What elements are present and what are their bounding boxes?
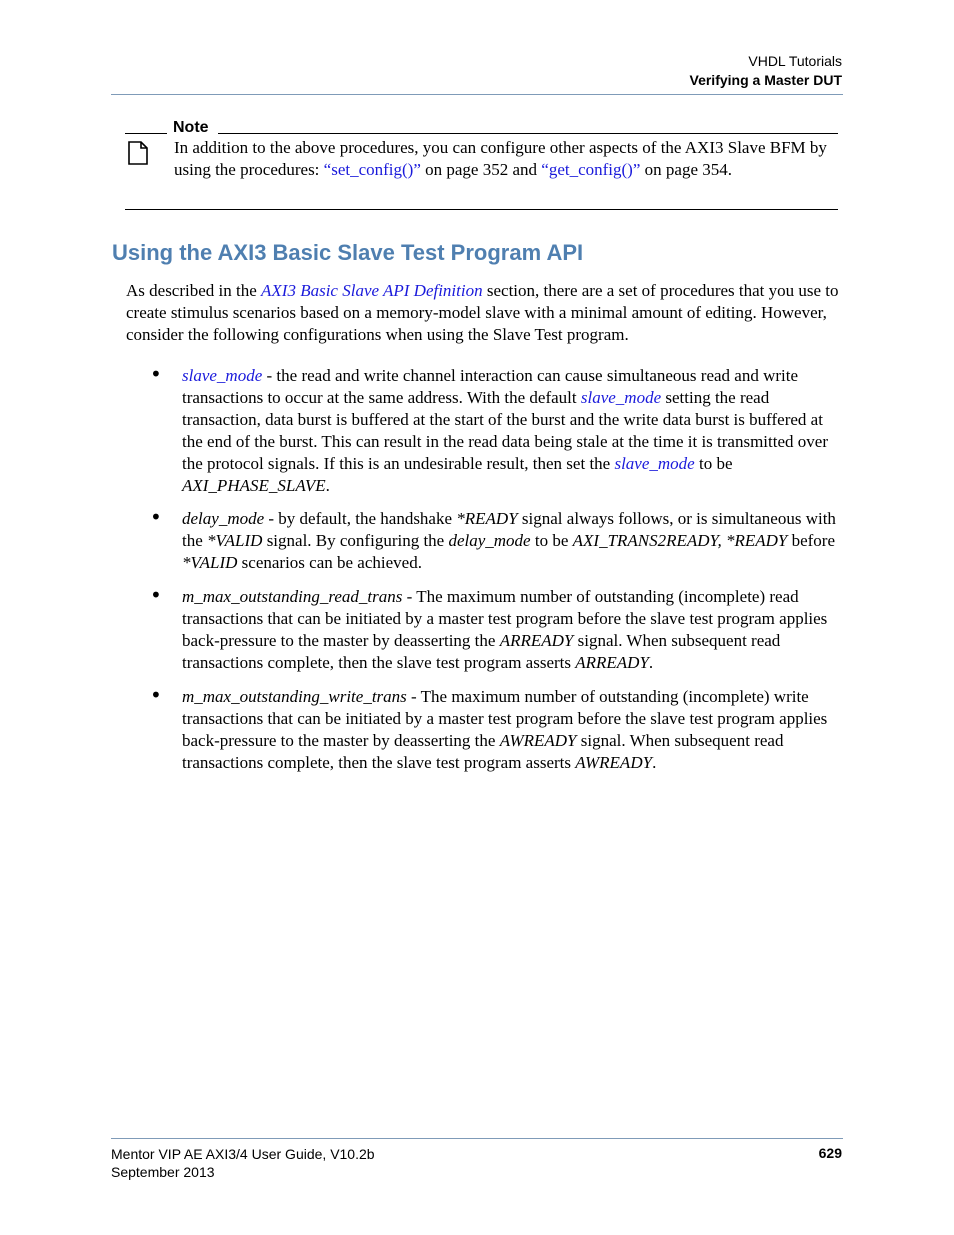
signal-run: AWREADY <box>575 753 653 772</box>
text-run: signal always follows, or is simultaneous with the <box>182 509 836 550</box>
bullet-marker: • <box>150 505 162 529</box>
bullet-text <box>182 508 842 574</box>
intro-text: As described in the <box>126 281 262 300</box>
bullet-text <box>182 365 842 497</box>
note-top-rule-left <box>125 133 167 134</box>
text-run: before <box>787 531 836 550</box>
signal-run: *READY <box>456 509 518 528</box>
note-label: Note <box>173 119 209 136</box>
footer-guide-title: Mentor VIP AE AXI3/4 User Guide, V10.2b <box>111 1146 375 1162</box>
text-run: . <box>648 653 654 672</box>
note-text: on page 354. <box>640 160 732 179</box>
value-run: AXI_PHASE_SLAVE <box>182 476 326 495</box>
text-run: signal. By configuring the <box>262 531 449 550</box>
text-run: - the read and write channel interaction can cause simultaneous read and write transactions to occur at the same address. With the default <box>182 366 799 407</box>
bullet-text <box>182 686 842 774</box>
header-section: Verifying a Master DUT <box>689 72 842 88</box>
note-page-icon <box>127 141 149 165</box>
footer-date: September 2013 <box>111 1164 215 1180</box>
get-config-link[interactable]: “get_config()” <box>541 160 641 179</box>
signal-run: ARREADY <box>575 653 649 672</box>
term-run: delay_mode <box>448 531 531 550</box>
note-box <box>125 120 838 212</box>
slave-mode-link[interactable]: slave_mode <box>182 366 263 385</box>
text-run: to be <box>530 531 573 550</box>
note-text: on page 352 and <box>420 160 542 179</box>
bullet-marker: • <box>150 362 162 386</box>
section-title: Using the AXI3 Basic Slave Test Program API <box>112 240 584 265</box>
intro-text: section, there are a set of procedures that you use to create stimulus scenarios based on a memory-model slave with a minimal amount of editing. However, consider the following configurations when using the Slave Test program. <box>126 281 839 344</box>
signal-run: ARREADY <box>499 631 574 650</box>
text-run: to be <box>694 454 733 473</box>
note-body <box>174 137 834 181</box>
footer-divider <box>111 1138 843 1139</box>
running-header <box>690 52 843 90</box>
note-bottom-rule <box>125 209 838 210</box>
term-run: delay_mode <box>182 509 265 528</box>
bullet-marker: • <box>150 583 162 607</box>
header-chapter: VHDL Tutorials <box>748 53 842 69</box>
bullet-text <box>182 586 842 674</box>
term-run: m_max_outstanding_read_trans <box>182 587 403 606</box>
bullet-marker: • <box>150 683 162 707</box>
intro-paragraph <box>126 280 841 346</box>
text-run: . <box>652 753 657 772</box>
term-run: m_max_outstanding_write_trans <box>182 687 407 706</box>
text-run: . <box>325 476 330 495</box>
text-run: - by default, the handshake <box>264 509 457 528</box>
text-run: signal. When subsequent read transactions complete, then the slave test program asserts <box>182 731 784 772</box>
api-definition-link[interactable]: AXI3 Basic Slave API Definition <box>261 281 483 300</box>
value-run: AXI_TRANS2READY, *READY <box>572 531 788 550</box>
text-run: signal. When subsequent read transactions complete, then the slave test program asserts <box>182 631 781 672</box>
set-config-link[interactable]: “set_config()” <box>323 160 421 179</box>
note-text: In addition to the above procedures, you can configure other aspects of the AXI3 Slave BFM by using the procedures: <box>174 138 827 179</box>
signal-run: AWREADY <box>499 731 577 750</box>
slave-mode-link[interactable]: slave_mode <box>580 388 662 407</box>
page-number: 629 <box>818 1145 842 1161</box>
text-run: - The maximum number of outstanding (incomplete) write transactions that can be initiated by a master test program before the slave test program applies back-pressure to the master by deasserting the <box>182 687 828 750</box>
slave-mode-link[interactable]: slave_mode <box>614 454 695 473</box>
note-top-rule-right <box>218 133 838 134</box>
signal-run: *VALID <box>207 531 263 550</box>
text-run: setting the read transaction, data burst is buffered at the start of the burst and the write data burst is buffered at the end of the burst. This can result in the read data being stale at the time it is transmitted over the protocol signals. If this is an undesirable result, then set the <box>182 388 828 473</box>
header-divider <box>111 94 843 95</box>
text-run: - The maximum number of outstanding (incomplete) read transactions that can be initiated by a master test program before the slave test program applies back-pressure to the master by deasserting the <box>182 587 828 650</box>
text-run: scenarios can be achieved. <box>237 553 422 572</box>
footer-info <box>111 1145 375 1181</box>
signal-run: *VALID <box>182 553 238 572</box>
